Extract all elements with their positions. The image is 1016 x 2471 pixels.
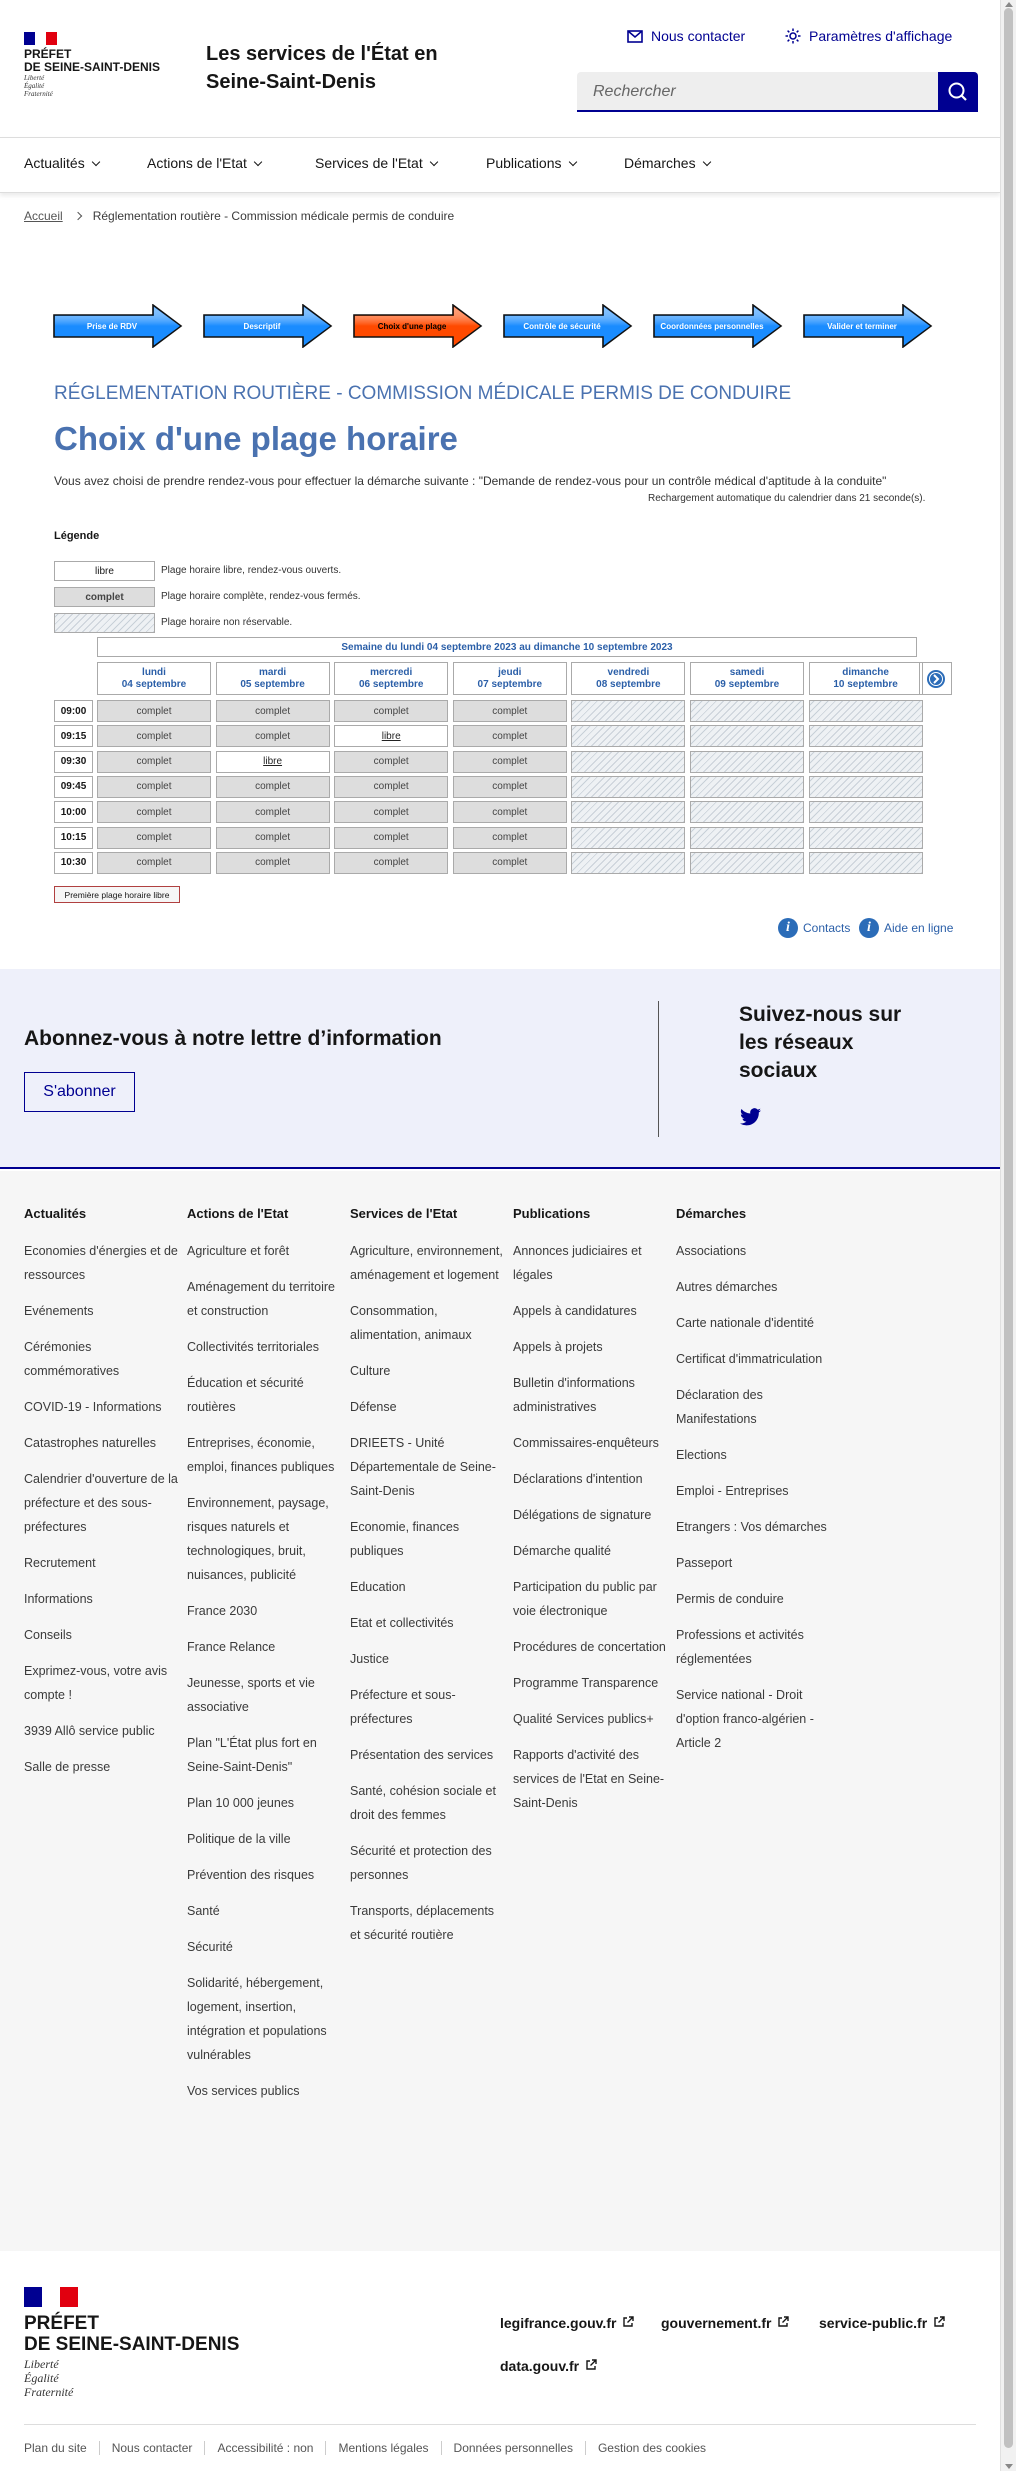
footer-col-title[interactable]: Publications — [513, 1206, 591, 1221]
slot-unavailable — [809, 700, 923, 722]
chevron-down-icon — [91, 157, 99, 165]
footer-link[interactable]: Economies d'énergies et de ressources — [24, 1244, 178, 1282]
booking-steps — [53, 304, 933, 348]
slot-unavailable — [571, 700, 685, 722]
slot-unavailable — [809, 725, 923, 747]
footer-link[interactable]: Cérémonies commémoratives — [24, 1340, 120, 1378]
slot-complet: complet — [334, 751, 448, 773]
legend-box-libre: libre — [54, 561, 155, 581]
nav-label: Publications — [486, 155, 562, 171]
nav-label: Démarches — [624, 155, 696, 171]
day-header-lundi: lundi 04 septembre — [97, 662, 211, 695]
footer-link[interactable]: Collectivités territoriales — [187, 1340, 319, 1354]
slot-complet: complet — [216, 725, 330, 747]
slot-unavailable — [809, 852, 923, 874]
slot-complet: complet — [453, 751, 567, 773]
step-label: Prise de RDV — [86, 321, 138, 331]
ext-link-label: service-public.fr — [819, 2315, 928, 2331]
footer-link[interactable]: Exprimez-vous, votre avis compte ! — [24, 1664, 168, 1702]
footer-link[interactable]: France Relance — [187, 1640, 276, 1654]
vertical-scrollbar[interactable] — [1000, 0, 1016, 2471]
footer-link[interactable]: Présentation des services — [350, 1748, 494, 1762]
ext-link-label: legifrance.gouv.fr — [500, 2315, 617, 2331]
external-link-icon — [622, 2315, 634, 2331]
nav-label: Services de l'Etat — [315, 155, 423, 171]
time-label: 10:15 — [54, 827, 93, 849]
slot-complet: complet — [453, 801, 567, 823]
footer-link[interactable]: Démarche qualité — [513, 1544, 611, 1558]
slot-complet: complet — [334, 801, 448, 823]
logo-prefet-text: PRÉFET DE SEINE-SAINT-DENIS — [24, 47, 161, 74]
step-label: Coordonnées personnelles — [660, 321, 764, 331]
footer-logo-prefet-text: PRÉFET DE SEINE-SAINT-DENIS — [24, 2313, 240, 2355]
logo-motto-text: Liberté Égalité Fraternité — [24, 74, 53, 98]
nav-label: Actualités — [24, 155, 85, 171]
footer-link[interactable]: Déclaration des Manifestations — [676, 1388, 763, 1426]
day-header-mercredi: mercredi 06 septembre — [334, 662, 448, 695]
newsletter-section — [0, 969, 1000, 1169]
nav-item-actions[interactable] — [147, 155, 261, 171]
ext-link-label: gouvernement.fr — [661, 2315, 772, 2331]
footer-link[interactable]: Autres démarches — [676, 1280, 778, 1294]
footer-bottom — [0, 2251, 1000, 2471]
footer-link[interactable]: Catastrophes naturelles — [24, 1436, 157, 1450]
footer-link[interactable]: Solidarité, hébergement, logement, insertion, intégration et populations vulnérables — [187, 1976, 327, 2062]
footer-link[interactable]: Evénements — [24, 1304, 94, 1318]
slot-complet: complet — [216, 801, 330, 823]
slot-unavailable — [690, 776, 804, 798]
slot-complet: complet — [216, 700, 330, 722]
search-input[interactable]: Rechercher — [577, 72, 938, 112]
contacts-label: Contacts — [803, 921, 851, 935]
nav-item-publications[interactable] — [486, 155, 576, 171]
ext-link-legifrance[interactable] — [500, 2315, 634, 2331]
contacts-link[interactable] — [778, 918, 850, 938]
main-nav — [0, 137, 1000, 193]
footer-link[interactable]: Certificat d'immatriculation — [676, 1352, 823, 1366]
slot-complet: complet — [216, 776, 330, 798]
step-4 — [503, 304, 633, 348]
slot-unavailable — [690, 725, 804, 747]
footer-link[interactable]: Rapports d'activité des services de l'Etat en Seine-Saint-Denis — [513, 1748, 665, 1810]
marianne-flag-icon — [24, 32, 57, 45]
scrollbar-thumb[interactable] — [1004, 8, 1013, 2448]
slot-complet: complet — [97, 751, 211, 773]
twitter-icon[interactable] — [740, 1108, 761, 1126]
footer-link[interactable]: Données personnelles — [441, 2441, 585, 2455]
footer-link[interactable]: 3939 Allô service public — [24, 1724, 155, 1738]
legend-box-complet: complet — [54, 587, 155, 607]
slot-unavailable — [690, 700, 804, 722]
day-header-vendredi: vendredi 08 septembre — [571, 662, 685, 695]
breadcrumb-home-link[interactable]: Accueil — [24, 209, 63, 223]
nav-label: Actions de l'Etat — [147, 155, 247, 171]
footer-link[interactable]: Etat et collectivités — [350, 1616, 454, 1630]
slot-libre[interactable]: libre — [334, 725, 448, 747]
footer-link[interactable]: Recrutement — [24, 1556, 96, 1570]
day-header-samedi: samedi 09 septembre — [690, 662, 804, 695]
marianne-flag-icon — [24, 2287, 78, 2307]
nav-item-services[interactable] — [315, 155, 437, 171]
legend-text-libre: Plage horaire libre, rendez-vous ouverts. — [161, 565, 342, 576]
day-header-jeudi: jeudi 07 septembre — [453, 662, 567, 695]
footer-col-publications — [513, 1206, 668, 1827]
footer-link[interactable]: Plan du site — [24, 2441, 87, 2455]
slot-complet: complet — [453, 852, 567, 874]
footer-link[interactable]: Informations — [24, 1592, 93, 1606]
legend-box-unavailable — [54, 613, 155, 633]
footer-link[interactable]: Participation du public par voie électronique — [513, 1580, 657, 1618]
footer-link[interactable]: Economie, finances publiques — [350, 1520, 460, 1558]
site-header — [0, 0, 1000, 137]
footer-link[interactable]: Service national - Droit d'option franco-algérien - Article 2 — [676, 1688, 814, 1750]
nav-item-actualites[interactable] — [24, 155, 99, 171]
footer-link[interactable]: Salle de presse — [24, 1760, 111, 1774]
footer-bottom-links — [24, 2441, 718, 2455]
footer-link[interactable]: Déclarations d'intention — [513, 1472, 643, 1486]
footer-link[interactable]: Calendrier d'ouverture de la préfecture et des sous-préfectures — [24, 1472, 178, 1534]
footer-link[interactable]: Environnement, paysage, risques naturels et technologiques, bruit, nuisances, publicité — [187, 1496, 329, 1582]
step-6 — [803, 304, 933, 348]
prefet-logo[interactable] — [24, 32, 160, 98]
footer-link[interactable]: Education — [350, 1580, 406, 1594]
slot-complet: complet — [97, 852, 211, 874]
chevron-down-icon — [568, 157, 576, 165]
ext-link-gouvernement[interactable] — [661, 2315, 789, 2331]
step-label: Choix d'une plage — [377, 321, 447, 331]
procedure-intro: Vous avez choisi de prendre rendez-vous pour effectuer la démarche suivante : "Demande de rendez-vous pour un contrôle médical d'aptitude à la conduite" — [54, 474, 887, 488]
footer-link[interactable]: Conseils — [24, 1628, 72, 1642]
slot-complet: complet — [97, 801, 211, 823]
footer-col-services — [350, 1206, 505, 1959]
divider — [658, 1001, 659, 1137]
footer-link[interactable]: Programme Transparence — [513, 1676, 659, 1690]
breadcrumb — [24, 209, 454, 223]
footer-prefet-logo[interactable] — [24, 2287, 239, 2399]
footer-col-actualites — [24, 1206, 179, 1791]
footer-col-title[interactable]: Démarches — [676, 1206, 747, 1221]
next-week-button[interactable] — [919, 662, 952, 695]
footer-link[interactable]: Transports, déplacements et sécurité routière — [350, 1904, 495, 1942]
footer-link[interactable]: Politique de la ville — [187, 1832, 291, 1846]
footer-link[interactable]: France 2030 — [187, 1604, 258, 1618]
site-title[interactable]: Les services de l'État en Seine-Saint-Denis — [206, 43, 438, 93]
footer-link[interactable]: Sécurité — [187, 1940, 233, 1954]
slot-unavailable — [809, 801, 923, 823]
display-settings-label: Paramètres d'affichage — [809, 28, 953, 44]
slot-unavailable — [809, 776, 923, 798]
footer-link[interactable]: Mentions légales — [325, 2441, 440, 2455]
footer-link[interactable]: Bulletin d'informations administratives — [513, 1376, 635, 1414]
first-free-slot-button[interactable]: Première plage horaire libre — [54, 886, 180, 903]
slot-libre[interactable]: libre — [216, 751, 330, 773]
slot-complet: complet — [97, 725, 211, 747]
page-title: Choix d'une plage horaire — [54, 420, 458, 457]
step-2 — [203, 304, 333, 348]
footer-link[interactable]: Elections — [676, 1448, 727, 1462]
footer-link[interactable]: Culture — [350, 1364, 391, 1378]
subscribe-button[interactable]: S'abonner — [24, 1072, 135, 1112]
footer-link[interactable]: Prévention des risques — [187, 1868, 315, 1882]
footer-logo-motto-text: Liberté Égalité Fraternité — [24, 2357, 74, 2399]
footer-link[interactable]: Entreprises, économie, emploi, finances publiques — [187, 1436, 335, 1474]
step-5 — [653, 304, 783, 348]
slot-complet: complet — [334, 776, 448, 798]
footer-link[interactable]: Santé, cohésion sociale et droit des femmes — [350, 1784, 496, 1822]
chevron-right-icon — [73, 212, 81, 220]
footer-link[interactable]: Qualité Services publics+ — [513, 1712, 654, 1726]
search-icon — [938, 72, 978, 112]
footer-link[interactable]: Annonces judiciaires et légales — [513, 1244, 642, 1282]
slot-unavailable — [690, 852, 804, 874]
slot-unavailable — [690, 751, 804, 773]
footer-link[interactable]: COVID-19 - Informations — [24, 1400, 162, 1414]
footer-link[interactable]: Nous contacter — [99, 2441, 205, 2455]
online-help-link[interactable] — [859, 918, 953, 938]
slot-unavailable — [571, 852, 685, 874]
time-label: 10:00 — [54, 801, 93, 823]
footer-link[interactable]: Professions et activités réglementées — [676, 1628, 804, 1666]
step-label: Valider et terminer — [827, 321, 897, 331]
legend-text-unavailable: Plage horaire non réservable. — [161, 617, 293, 628]
footer-link[interactable]: Associations — [676, 1244, 747, 1258]
footer-link[interactable]: Délégations de signature — [513, 1508, 652, 1522]
next-arrow-icon — [926, 669, 946, 689]
breadcrumb-current: Réglementation routière - Commission médicale permis de conduire — [92, 209, 455, 223]
time-label: 09:00 — [54, 700, 93, 722]
legend-text-complet: Plage horaire complète, rendez-vous fermés. — [161, 591, 361, 602]
footer-link[interactable]: Agriculture, environnement, aménagement et logement — [350, 1244, 503, 1282]
footer-sitemap — [0, 1171, 1000, 2251]
newsletter-title: Abonnez-vous à notre lettre d’information — [24, 1027, 442, 1050]
day-header-dimanche: dimanche 10 septembre — [809, 662, 923, 695]
footer-col-title[interactable]: Actualités — [24, 1206, 87, 1221]
sun-icon — [785, 28, 801, 44]
display-settings-link[interactable] — [785, 28, 952, 44]
scroll-up-icon[interactable] — [1005, 2, 1013, 7]
ext-link-data-gouv[interactable] — [500, 2358, 597, 2374]
contact-link[interactable] — [627, 28, 745, 44]
time-label: 09:15 — [54, 725, 93, 747]
reload-countdown: Rechargement automatique du calendrier dans 21 seconde(s). — [648, 493, 926, 504]
footer-link[interactable]: Plan 10 000 jeunes — [187, 1796, 295, 1810]
footer-link[interactable]: Agriculture et forêt — [187, 1244, 290, 1258]
step-label: Descriptif — [243, 321, 281, 331]
slot-unavailable — [571, 751, 685, 773]
slot-unavailable — [690, 827, 804, 849]
footer-link[interactable]: Consommation, alimentation, animaux — [350, 1304, 472, 1342]
slot-complet: complet — [453, 776, 567, 798]
footer-link[interactable]: Etrangers : Vos démarches — [676, 1520, 827, 1534]
footer-col-actions — [187, 1206, 342, 2115]
footer-link[interactable]: Défense — [350, 1400, 397, 1414]
chevron-down-icon — [254, 157, 262, 165]
footer-link[interactable]: DRIEETS - Unité Départementale de Seine-Saint-Denis — [350, 1436, 496, 1498]
week-header: Semaine du lundi 04 septembre 2023 au dimanche 10 septembre 2023 — [97, 637, 917, 657]
footer-link[interactable]: Aménagement du territoire et construction — [187, 1280, 335, 1318]
footer-link[interactable]: Carte nationale d'identité — [676, 1316, 814, 1330]
footer-link[interactable]: Appels à projets — [513, 1340, 603, 1354]
slot-complet: complet — [97, 700, 211, 722]
ext-link-label: data.gouv.fr — [500, 2358, 580, 2374]
nav-item-demarches[interactable] — [624, 155, 710, 171]
footer-link[interactable]: Jeunesse, sports et vie associative — [187, 1676, 315, 1714]
step-1 — [53, 304, 183, 348]
time-label: 09:45 — [54, 776, 93, 798]
slot-complet: complet — [216, 827, 330, 849]
search-bar — [577, 72, 977, 112]
footer-link[interactable]: Commissaires-enquêteurs — [513, 1436, 659, 1450]
slot-unavailable — [571, 776, 685, 798]
info-icon: i — [859, 918, 879, 938]
slot-complet: complet — [453, 827, 567, 849]
mail-icon — [627, 30, 643, 43]
footer-col-demarches — [676, 1206, 831, 1767]
legend-title: Légende — [54, 530, 100, 542]
slot-complet: complet — [453, 700, 567, 722]
slot-complet: complet — [334, 700, 448, 722]
social-title: Suivez-nous sur les réseaux sociaux — [739, 1003, 902, 1082]
footer-link[interactable]: Justice — [350, 1652, 389, 1666]
step-3 — [353, 304, 483, 348]
footer-link[interactable]: Emploi - Entreprises — [676, 1484, 789, 1498]
external-link-icon — [777, 2315, 789, 2331]
slot-unavailable — [809, 751, 923, 773]
day-header-mardi: mardi 05 septembre — [216, 662, 330, 695]
footer-link[interactable]: Accessibilité : non — [204, 2441, 325, 2455]
external-link-icon — [585, 2358, 597, 2374]
divider — [24, 2424, 976, 2425]
slot-unavailable — [571, 725, 685, 747]
chevron-down-icon — [429, 157, 437, 165]
slot-unavailable — [809, 827, 923, 849]
footer-col-title[interactable]: Services de l'Etat — [350, 1206, 458, 1221]
footer-col-title[interactable]: Actions de l'Etat — [187, 1206, 289, 1221]
slot-unavailable — [690, 801, 804, 823]
time-label: 09:30 — [54, 751, 93, 773]
footer-link[interactable]: Éducation et sécurité routières — [187, 1376, 304, 1414]
footer-link[interactable]: Procédures de concertation — [513, 1640, 666, 1654]
footer-link[interactable]: Permis de conduire — [676, 1592, 784, 1606]
footer-link[interactable]: Gestion des cookies — [585, 2441, 718, 2455]
info-icon: i — [778, 918, 798, 938]
slot-unavailable — [571, 827, 685, 849]
slot-complet: complet — [453, 725, 567, 747]
procedure-eyebrow: RÉGLEMENTATION ROUTIÈRE - COMMISSION MÉDICALE PERMIS DE CONDUIRE — [54, 383, 792, 404]
footer-link[interactable]: Appels à candidatures — [513, 1304, 637, 1318]
search-button[interactable] — [938, 72, 978, 112]
slot-complet: complet — [97, 827, 211, 849]
ext-link-service-public[interactable] — [819, 2315, 945, 2331]
step-label: Contrôle de sécurité — [523, 321, 601, 331]
slot-complet: complet — [216, 852, 330, 874]
footer-link[interactable]: Plan "L'État plus fort en Seine-Saint-Denis" — [187, 1736, 317, 1774]
slot-complet: complet — [334, 827, 448, 849]
slot-complet: complet — [97, 776, 211, 798]
scroll-down-icon[interactable] — [1005, 2464, 1013, 2469]
footer-link[interactable]: Santé — [187, 1904, 220, 1918]
external-link-icon — [933, 2315, 945, 2331]
footer-link[interactable]: Sécurité et protection des personnes — [350, 1844, 492, 1882]
chevron-down-icon — [702, 157, 710, 165]
slot-unavailable — [571, 801, 685, 823]
time-label: 10:30 — [54, 852, 93, 874]
slot-complet: complet — [334, 852, 448, 874]
footer-link[interactable]: Vos services publics — [187, 2084, 300, 2098]
footer-link[interactable]: Passeport — [676, 1556, 733, 1570]
contact-label: Nous contacter — [651, 28, 746, 44]
online-help-label: Aide en ligne — [884, 921, 954, 935]
footer-link[interactable]: Préfecture et sous-préfectures — [350, 1688, 456, 1726]
